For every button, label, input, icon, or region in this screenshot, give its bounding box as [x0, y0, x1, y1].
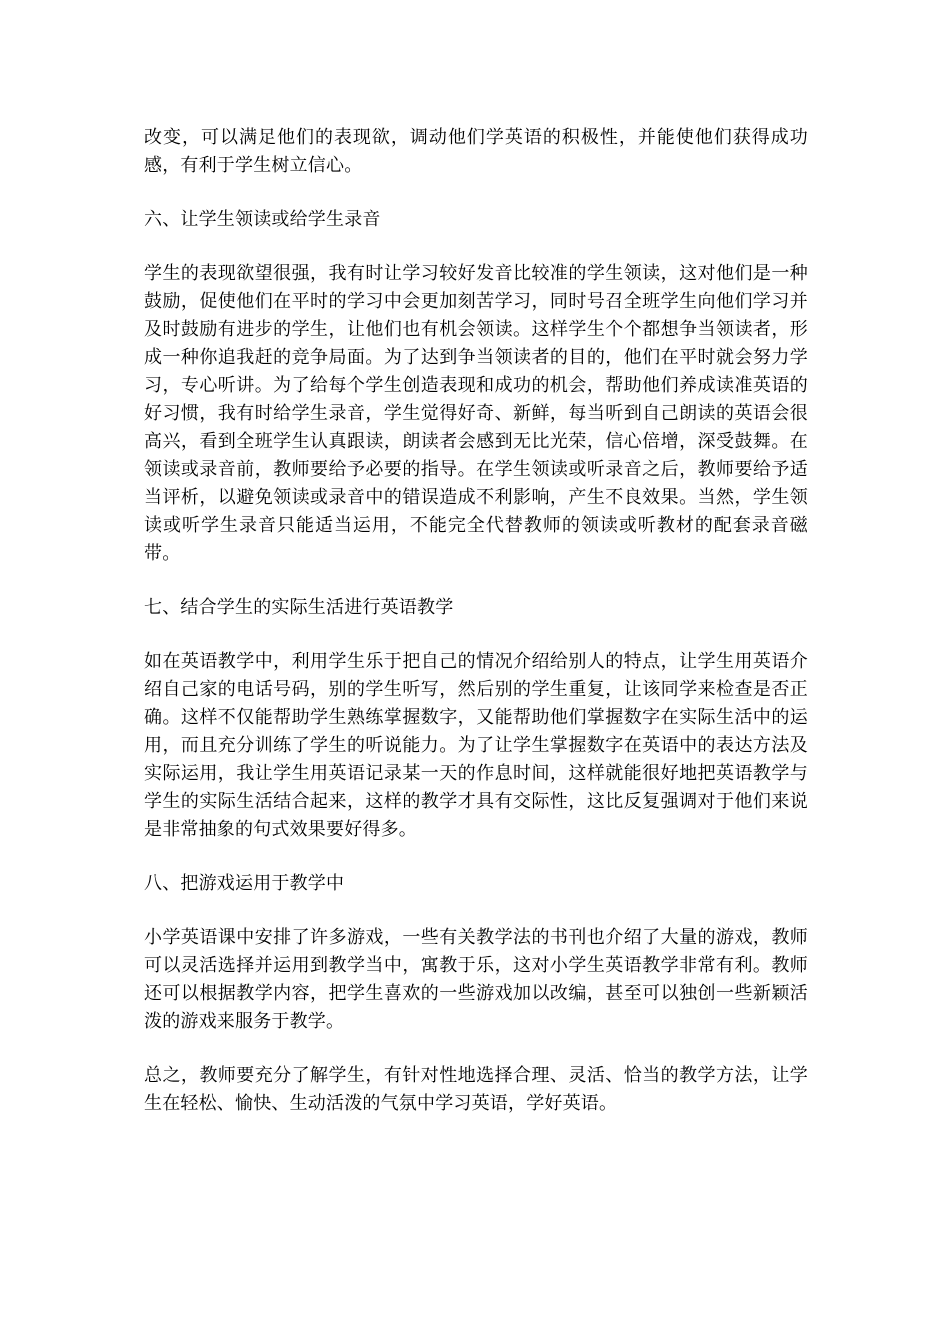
- paragraph-intro-continuation: 改变，可以满足他们的表现欲，调动他们学英语的积极性，并能使他们获得成功感，有利于学生树立信心。: [144, 127, 808, 176]
- section-heading-7: 七、结合学生的实际生活进行英语教学: [144, 597, 454, 618]
- paragraph-conclusion: 总之，教师要充分了解学生，有针对性地选择合理、灵活、恰当的教学方法，让学生在轻松、愉快、生动活泼的气氛中学习英语，学好英语。: [144, 1065, 808, 1114]
- paragraph-section-7: 如在英语教学中，利用学生乐于把自己的情况介绍给别人的特点，让学生用英语介绍自己家的电话号码，别的学生听写，然后别的学生重复，让该同学来检查是否正确。这样不仅能帮助学生熟练掌握数字，又能帮助他们掌握数字在实际生活中的运用，而且充分训练了学生的听说能力。为了让学生掌握数字在英语中的表达方法及实际运用，我让学生用英语记录某一天的作息时间，这样就能很好地把英语教学与学生的实际生活结合起来，这样的教学才具有交际性，这比反复强调对于他们来说是非常抽象的句式效果要好得多。: [144, 651, 808, 840]
- section-heading-8: 八、把游戏运用于教学中: [144, 873, 345, 894]
- paragraph-section-8: 小学英语课中安排了许多游戏，一些有关教学法的书刊也介绍了大量的游戏，教师可以灵活选择并运用到教学当中，寓教于乐，这对小学生英语教学非常有利。教师还可以根据教学内容，把学生喜欢的一些游戏加以改编，甚至可以独创一些新颖活泼的游戏来服务于教学。: [144, 927, 808, 1032]
- document-body: [144, 124, 808, 1144]
- section-heading-6: 六、让学生领读或给学生录音: [144, 209, 381, 230]
- paragraph-section-6: 学生的表现欲望很强，我有时让学习较好发音比较准的学生领读，这对他们是一种鼓励，促使他们在平时的学习中会更加刻苦学习，同时号召全班学生向他们学习并及时鼓励有进步的学生，让他们也有机会领读。这样学生个个都想争当领读者，形成一种你追我赶的竞争局面。为了达到争当领读者的目的，他们在平时就会努力学习，专心听讲。为了给每个学生创造表现和成功的机会，帮助他们养成读准英语的好习惯，我有时给学生录音，学生觉得好奇、新鲜，每当听到自己朗读的英语会很高兴，看到全班学生认真跟读，朗读者会感到无比光荣，信心倍增，深受鼓舞。在领读或录音前，教师要给予必要的指导。在学生领读或听录音之后，教师要给予适当评析，以避免领读或录音中的错误造成不利影响，产生不良效果。当然，学生领读或听学生录音只能适当运用，不能完全代替教师的领读或听教材的配套录音磁带。: [144, 263, 808, 564]
